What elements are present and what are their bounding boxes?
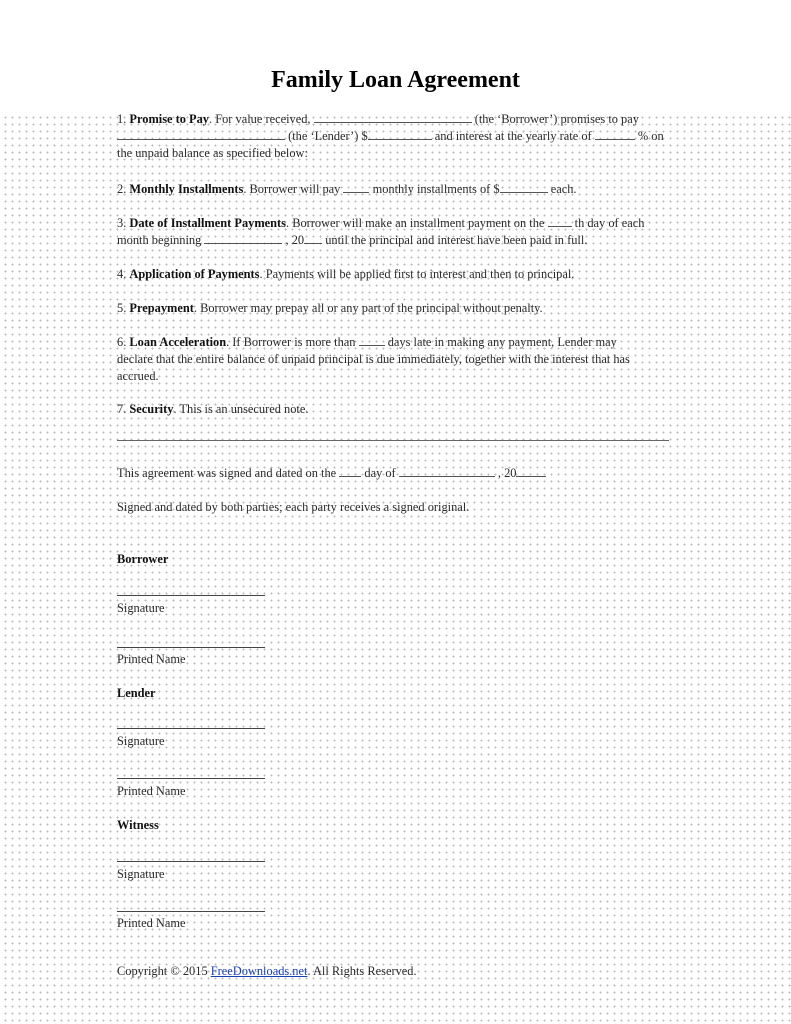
section-text: days late in making any payment, Lender may	[384, 335, 617, 349]
section-line	[117, 111, 677, 128]
freedownloads-link[interactable]: FreeDownloads.net	[210, 964, 308, 978]
start-month-blank[interactable]	[204, 232, 282, 244]
borrower-signature-label: Signature	[117, 601, 165, 615]
witness-signature-line[interactable]	[117, 861, 265, 862]
section-text: . For value received,	[209, 112, 314, 126]
borrower-printed-name-line[interactable]	[117, 647, 265, 648]
installment-amount-blank[interactable]	[500, 181, 548, 193]
section-text: . Payments will be applied first to interest and then to principal.	[259, 267, 575, 281]
section-text: monthly installments of $	[369, 182, 500, 196]
section-text: . Borrower may prepay all or any part of the principal without penalty.	[193, 301, 543, 315]
lender-signature-line[interactable]	[117, 728, 265, 729]
section-heading: Monthly Installments	[129, 182, 244, 196]
section-heading: Loan Acceleration	[129, 335, 227, 349]
section-line	[117, 128, 677, 145]
loan-amount-blank[interactable]	[368, 128, 432, 140]
section-heading: Application of Payments	[129, 267, 260, 281]
lender-signature-label: Signature	[117, 734, 165, 748]
payment-day-blank[interactable]	[548, 215, 572, 227]
section-prepayment	[117, 300, 677, 317]
signed-month-blank[interactable]	[399, 465, 495, 477]
installment-count-blank[interactable]	[343, 181, 369, 193]
rights-text: . All Rights Reserved.	[307, 964, 417, 978]
section-text: month beginning	[117, 233, 205, 247]
divider	[117, 440, 669, 441]
section-text: each.	[547, 182, 577, 196]
witness-printed-name-label: Printed Name	[117, 916, 186, 930]
section-heading: Prepayment	[129, 301, 194, 315]
interest-rate-blank[interactable]	[595, 128, 635, 140]
section-number: 5.	[117, 301, 127, 315]
witness-heading: Witness	[117, 818, 159, 832]
borrower-printed-name-label: Printed Name	[117, 652, 186, 666]
section-text: and interest at the yearly rate of	[431, 129, 595, 143]
page-title: Family Loan Agreement	[271, 67, 520, 93]
days-late-blank[interactable]	[359, 334, 385, 346]
section-promise-to-pay	[117, 111, 677, 162]
section-number: 3.	[117, 216, 127, 230]
section-text: (the ‘Lender’) $	[285, 129, 368, 143]
signed-date-text: day of	[361, 466, 399, 480]
section-security	[117, 401, 677, 418]
section-text: . This is an unsecured note.	[173, 402, 309, 416]
section-number: 1.	[117, 112, 127, 126]
lender-printed-name-label: Printed Name	[117, 784, 186, 798]
section-text: accrued.	[117, 369, 159, 383]
section-number: 7.	[117, 402, 127, 416]
section-number: 6.	[117, 335, 127, 349]
section-number: 2.	[117, 182, 127, 196]
header-area	[0, 0, 791, 112]
section-heading: Security	[129, 402, 174, 416]
witness-signature-label: Signature	[117, 867, 165, 881]
lender-name-blank[interactable]	[117, 128, 285, 140]
section-line	[117, 334, 677, 351]
section-text: the unpaid balance as specified below:	[117, 146, 308, 160]
section-heading: Promise to Pay	[129, 112, 210, 126]
section-text: until the principal and interest have been paid in full.	[322, 233, 588, 247]
borrower-name-blank[interactable]	[314, 111, 472, 123]
section-text: . If Borrower is more than	[226, 335, 359, 349]
signed-year-blank[interactable]	[516, 465, 546, 477]
signed-date-text: This agreement was signed and dated on the	[117, 466, 340, 480]
witness-printed-name-line[interactable]	[117, 911, 265, 912]
copyright-text: Copyright © 2015	[117, 964, 211, 978]
section-heading: Date of Installment Payments	[129, 216, 286, 230]
borrower-signature-line[interactable]	[117, 595, 265, 596]
section-line	[117, 215, 677, 232]
section-text: declare that the entire balance of unpaid principal is due immediately, together with the interest that has	[117, 352, 630, 366]
signed-date-text: , 20	[494, 466, 517, 480]
signed-date-line	[117, 465, 677, 482]
lender-printed-name-line[interactable]	[117, 778, 265, 779]
section-line	[117, 232, 677, 249]
borrower-heading: Borrower	[117, 552, 169, 566]
section-monthly-installments	[117, 181, 677, 198]
signed-day-blank[interactable]	[339, 465, 361, 477]
start-year-blank[interactable]	[304, 232, 322, 244]
section-text: th day of each	[571, 216, 645, 230]
section-text: % on	[634, 129, 664, 143]
lender-heading: Lender	[117, 686, 156, 700]
section-number: 4.	[117, 267, 127, 281]
section-date-of-installment-payments	[117, 215, 677, 249]
section-text: . Borrower will pay	[243, 182, 344, 196]
section-application-of-payments	[117, 266, 677, 283]
copyright-footer	[117, 963, 677, 980]
section-text: . Borrower will make an installment payment on the	[286, 216, 548, 230]
signed-both-parties-text: Signed and dated by both parties; each party receives a signed original.	[117, 500, 470, 514]
section-text: , 20	[282, 233, 305, 247]
section-loan-acceleration	[117, 334, 677, 385]
section-text: (the ‘Borrower’) promises to pay	[471, 112, 639, 126]
